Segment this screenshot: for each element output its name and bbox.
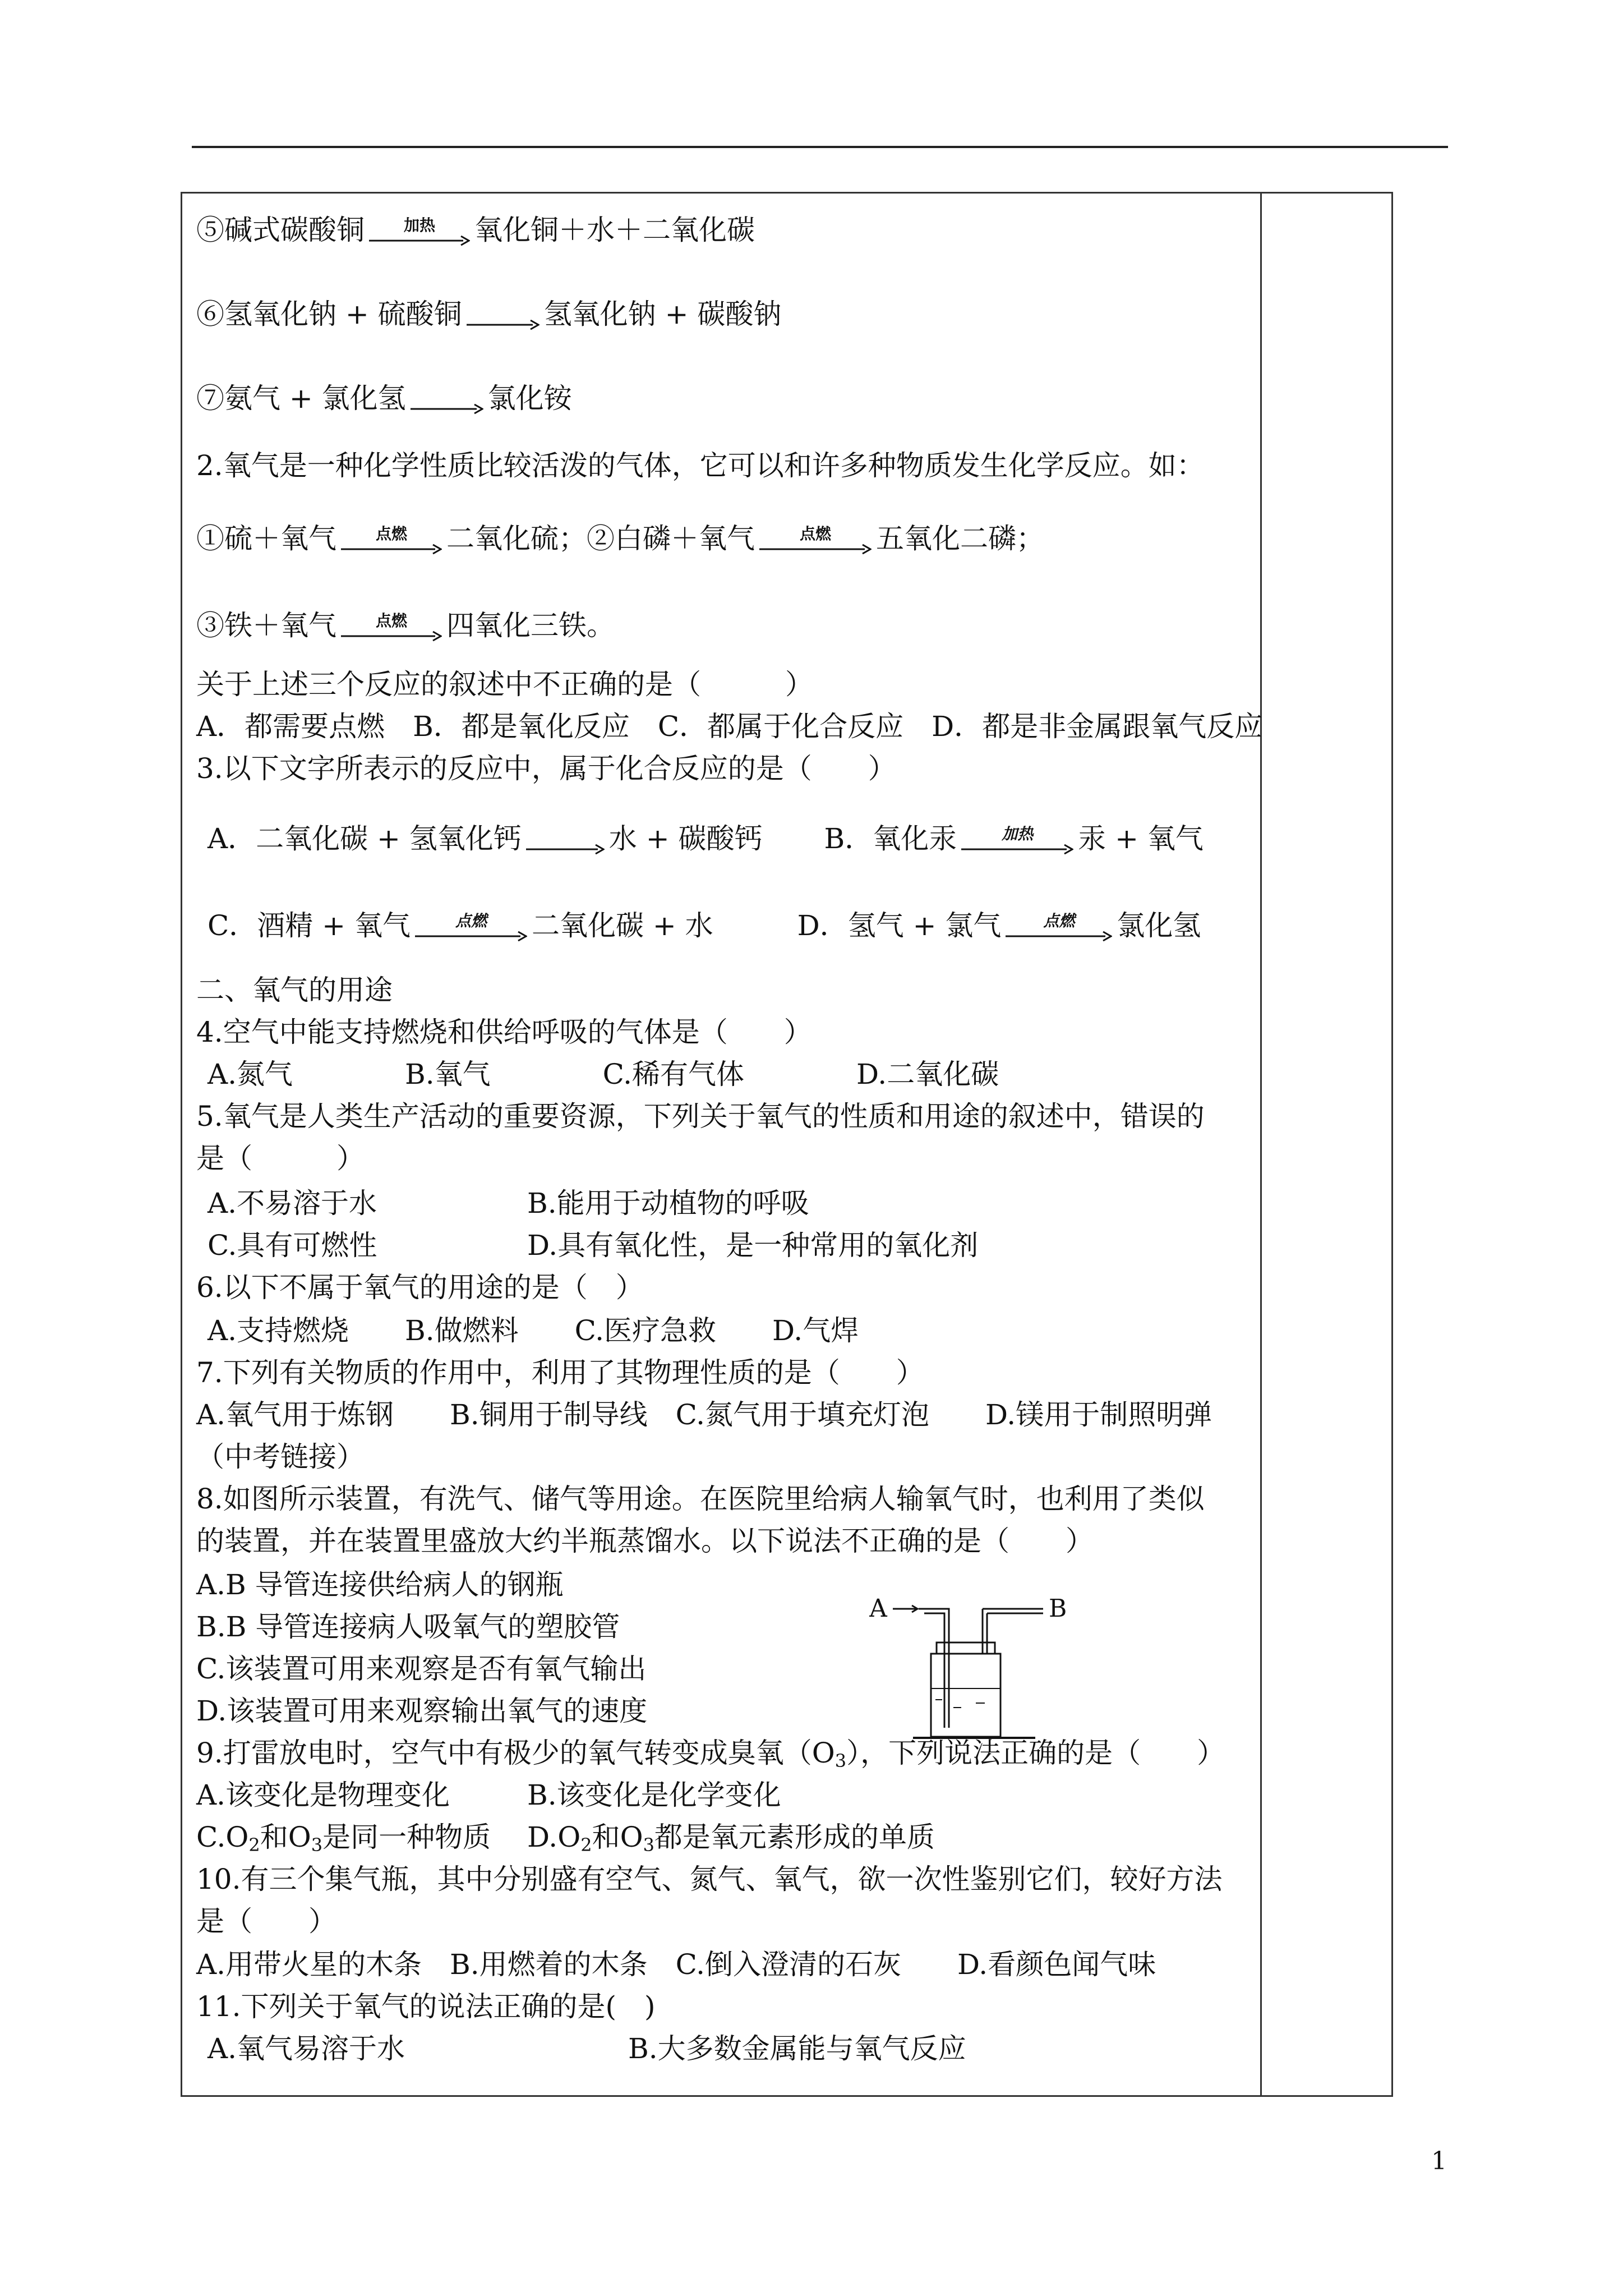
question-11-option-a: A.氧气易溶于水 bbox=[208, 2032, 405, 2065]
question-10-stem-line-2: 是（ ） bbox=[196, 1905, 336, 1938]
exam-link-note: （中考链接） bbox=[196, 1441, 365, 1473]
question-3-stem: 3.以下文字所表示的反应中，属于化合反应的是（ ） bbox=[196, 752, 896, 785]
question-8-stem-line-1: 8.如图所示装置，有洗气、储气等用途。在医院里给病人输氧气时，也利用了类似 bbox=[196, 1483, 1205, 1515]
question-3-options-ab bbox=[208, 822, 1204, 855]
table-column-divider bbox=[1260, 192, 1262, 2097]
reaction-arrow bbox=[467, 319, 540, 331]
question-10-stem-line-1: 10.有三个集气瓶，其中分别盛有空气、氮气、氧气，欲一次性鉴别它们，较好方法 bbox=[196, 1863, 1223, 1895]
gas-washing-bottle-figure bbox=[869, 1588, 1082, 1747]
equation-right: 氢氧化钠 + 碳酸钠 bbox=[543, 298, 782, 330]
reaction-arrow bbox=[341, 612, 442, 642]
arrow-condition: 点燃 bbox=[375, 611, 407, 630]
question-9-stem: 9.打雷放电时，空气中有极少的氧气转变成臭氧$(O_3)$，下列说法正确的是（ ） bbox=[196, 1737, 1225, 1772]
option-a-right: 水 + 碳酸钙 bbox=[608, 822, 763, 855]
inlet-label-a: A bbox=[869, 1594, 887, 1623]
equation-left: ⑤碱式碳酸铜 bbox=[196, 214, 365, 246]
question-5-option-a: A.不易溶于水 bbox=[208, 1187, 377, 1220]
reaction-arrow bbox=[1006, 912, 1112, 942]
equation-left: ⑥氢氧化钠 + 硫酸铜 bbox=[196, 298, 462, 330]
arrow-condition: 点燃 bbox=[799, 524, 831, 543]
option-c-right: 二氧化碳 + 水 bbox=[531, 909, 713, 942]
question-6-options: A.支持燃烧 B.做燃料 C.医疗急救 D.气焊 bbox=[208, 1314, 859, 1347]
question-2-question: 关于上述三个反应的叙述中不正确的是（ ） bbox=[196, 668, 813, 701]
reaction-arrow bbox=[961, 825, 1073, 855]
section-heading: 二、氧气的用途 bbox=[196, 974, 393, 1006]
question-8-option-b: B.B 导管连接病人吸氧气的塑胶管 bbox=[196, 1611, 620, 1643]
equation-right: 氯化铵 bbox=[487, 382, 572, 415]
question-11-stem: 11.下列关于氧气的说法正确的是( ) bbox=[196, 1990, 656, 2023]
reaction-left: ③铁＋氧气 bbox=[196, 609, 336, 642]
question-5-option-d: D.具有氧化性，是一种常用的氧化剂 bbox=[527, 1229, 979, 1262]
equation-right: 氧化铜＋水＋二氧化碳 bbox=[474, 214, 755, 246]
outlet-label-b: B bbox=[1049, 1594, 1067, 1623]
gas-bottle-diagram bbox=[869, 1588, 1082, 1745]
question-5-option-b: B.能用于动植物的呼吸 bbox=[527, 1187, 809, 1220]
reaction-arrow bbox=[759, 525, 872, 555]
equation-7 bbox=[196, 381, 572, 415]
question-11-option-b: B.大多数金属能与氧气反应 bbox=[628, 2032, 966, 2065]
option-d-right: 氯化氢 bbox=[1117, 909, 1201, 942]
question-2-reactions-line-2 bbox=[196, 609, 615, 642]
question-7-options: A.氧气用于炼钢 B.铜用于制导线 C.氮气用于填充灯泡 D.镁用于制照明弹 bbox=[196, 1398, 1212, 1431]
reaction-left: ①硫＋氧气 bbox=[196, 522, 336, 555]
question-8-option-a: A.B 导管连接供给病人的钢瓶 bbox=[196, 1568, 564, 1601]
option-a-left: A．二氧化碳 + 氢氧化钙 bbox=[208, 822, 522, 855]
question-5-option-c: C.具有可燃性 bbox=[208, 1229, 377, 1262]
question-4-stem: 4.空气中能支持燃烧和供给呼吸的气体是（ ） bbox=[196, 1016, 812, 1048]
reaction-arrow bbox=[415, 912, 527, 942]
question-9-option-b: B.该变化是化学变化 bbox=[527, 1779, 781, 1811]
reaction-arrow bbox=[526, 843, 605, 855]
reaction-arrow bbox=[411, 403, 483, 415]
question-9-option-a: A.该变化是物理变化 bbox=[196, 1779, 450, 1811]
arrow-condition: 点燃 bbox=[455, 912, 487, 930]
equation-6 bbox=[196, 297, 781, 331]
question-6-stem: 6.以下不属于氧气的用途的是（ ） bbox=[196, 1271, 644, 1304]
question-4-options: A.氮气 B.氧气 C.稀有气体 D.二氧化碳 bbox=[208, 1058, 999, 1091]
option-b-left: B．氧化汞 bbox=[824, 822, 957, 855]
option-b-right: 汞 + 氧气 bbox=[1078, 822, 1204, 855]
question-9-option-c: $C.O_2$和$O_3$是同一种物质 bbox=[196, 1821, 491, 1856]
page-number: 1 bbox=[1431, 2147, 1447, 2175]
question-2-options: A．都需要点燃 B．都是氧化反应 C．都属于化合反应 D．都是非金属跟氧气反应 bbox=[196, 710, 1263, 743]
reaction-right: 四氧化三铁。 bbox=[446, 609, 615, 642]
arrow-condition: 加热 bbox=[1002, 825, 1034, 843]
question-3-options-cd bbox=[208, 909, 1201, 942]
reaction-arrow bbox=[369, 217, 470, 247]
question-2-stem: 2.氧气是一种化学性质比较活泼的气体，它可以和许多种物质发生化学反应。如： bbox=[196, 449, 1205, 482]
option-d-left: D．氢气 + 氯气 bbox=[797, 909, 1002, 942]
question-7-stem: 7.下列有关物质的作用中，利用了其物理性质的是（ ） bbox=[196, 1356, 924, 1389]
equation-5 bbox=[196, 213, 755, 247]
question-5-stem-line-2: 是（ ） bbox=[196, 1142, 365, 1175]
question-9-option-d: $D.O_2$和$O_3$都是氧元素形成的单质 bbox=[527, 1821, 935, 1856]
reaction-arrow bbox=[341, 525, 442, 555]
question-8-stem-line-2: 的装置，并在装置里盛放大约半瓶蒸馏水。以下说法不正确的是（ ） bbox=[196, 1525, 1094, 1557]
equation-left: ⑦氨气 + 氯化氢 bbox=[196, 382, 406, 415]
reaction-right: 二氧化硫；②白磷＋氧气 bbox=[446, 522, 755, 555]
header-rule bbox=[192, 146, 1448, 148]
option-c-left: C．酒精 + 氧气 bbox=[208, 909, 411, 942]
arrow-condition: 加热 bbox=[403, 216, 435, 234]
question-8-option-d: D.该装置可用来观察输出氧气的速度 bbox=[196, 1695, 648, 1727]
arrow-condition: 点燃 bbox=[1043, 912, 1075, 930]
reaction-right: 五氧化二磷； bbox=[876, 522, 1044, 555]
arrow-condition: 点燃 bbox=[375, 524, 407, 543]
question-10-options: A.用带火星的木条 B.用燃着的木条 C.倒入澄清的石灰 D.看颜色闻气味 bbox=[196, 1948, 1156, 1981]
question-8-option-c: C.该装置可用来观察是否有氧气输出 bbox=[196, 1653, 647, 1685]
question-5-stem-line-1: 5.氧气是人类生产活动的重要资源，下列关于氧气的性质和用途的叙述中，错误的 bbox=[196, 1100, 1205, 1133]
question-2-reactions-line-1 bbox=[196, 522, 1044, 555]
